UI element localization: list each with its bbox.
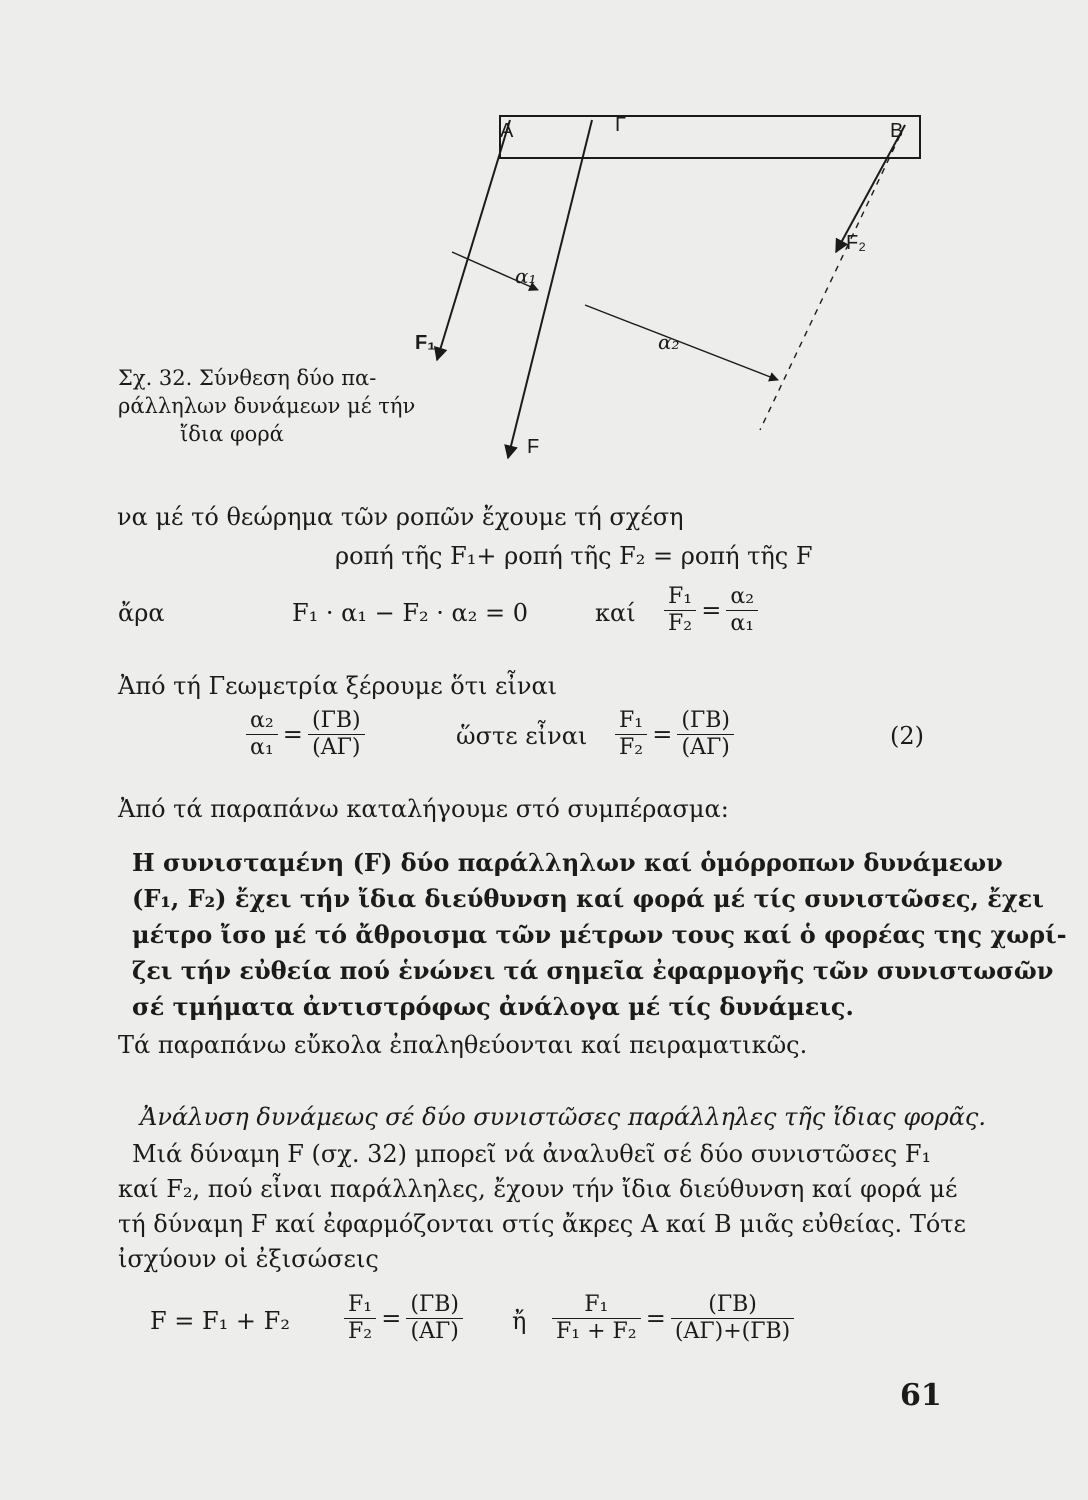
paragraph-line-1: Μιά δύναμη F (σχ. 32) μπορεῖ νά ἀναλυθεῖ σέ δύο συνιστῶσες F₁ — [132, 1140, 932, 1168]
force-ratio: $\frac{\text{F₁}}{\text{F₂}}$ = $\frac{(\Gamma B)}{(A\Gamma)}$ — [615, 708, 734, 761]
ara-word: ἄρα — [118, 599, 165, 627]
paragraph-line-3: τή δύναμη F καί ἐφαρμόζονται στίς ἄκρες A καί B μιᾶς εὐθείας. Τότε — [118, 1210, 966, 1238]
geometry-ratio: $\frac{\text{α₂}}{\text{α₁}}$ = $\frac{(\Gamma B)}{(A\Gamma)}$ — [246, 708, 365, 761]
force-F-line — [508, 120, 592, 458]
dashed-line — [760, 125, 905, 430]
conclusion-intro: Ἀπό τά παραπάνω καταλήγουμε στό συμπέρασμα: — [118, 795, 729, 823]
rule-line-2: (F₁, F₂) ἔχει τήν ἴδια διεύθυνση καί φορά μέ τίς συνιστῶσες, ἔχει — [132, 884, 1044, 913]
kai-word: καί — [595, 599, 636, 627]
figure-caption-line2: ράλληλων δυνάμεων μέ τήν — [118, 394, 416, 418]
oste-text: ὥστε εἶναι — [456, 722, 588, 750]
section-heading: Ἀνάλυση δυνάμεως σέ δύο συνιστῶσες παράλληλες τῆς ἴδιας φορᾶς. — [140, 1103, 986, 1131]
text-line-1: να μέ τό θεώρημα τῶν ροπῶν ἔχουμε τή σχέση — [117, 503, 684, 531]
rule-line-3: μέτρο ἴσο μέ τό ἄθροισμα τῶν μέτρων τους καί ὁ φορέας της χωρί- — [132, 920, 1067, 949]
figure-caption-line3: ἴδια φορά — [180, 422, 284, 446]
rule-line-4: ζει τήν εὐθεία πού ἑνώνει τά σημεῖα ἐφαρμογῆς τῶν συνιστωσῶν — [132, 956, 1054, 985]
label-F: F — [527, 436, 540, 458]
label-a2: α₂ — [658, 330, 680, 354]
experiment-line: Τά παραπάνω εὔκολα ἐπαληθεύονται καί πειραματικῶς. — [118, 1031, 808, 1059]
ratio-equation-1: $\frac{\text{F₁}}{\text{F₂}}$ = $\frac{\text{α₂}}{\text{α₁}}$ — [664, 584, 758, 637]
label-A: A — [500, 120, 514, 142]
label-F1: F₁ — [415, 332, 436, 354]
bar-AB — [500, 116, 920, 158]
lever-arm-a2 — [585, 305, 778, 380]
geometry-line: Ἀπό τή Γεωμετρία ξέρουμε ὅτι εἶναι — [118, 672, 558, 700]
or-word: ἤ — [512, 1307, 527, 1335]
force-F1-line — [437, 120, 510, 360]
label-B: B — [890, 120, 904, 142]
label-G: Γ — [615, 114, 627, 136]
rule-line-1: Η συνισταμένη (F) δύο παράλληλων καί ὁμόρροπων δυνάμεων — [132, 848, 1003, 877]
paragraph-line-2: καί F₂, πού εἶναι παράλληλες, ἔχουν τήν ἴδια διεύθυνση καί φορά μέ — [118, 1175, 958, 1203]
final-ratio-2: $\frac{\text{F₁}}{\text{F₁ + F₂}}$ = $\frac{(\Gamma B)}{(A\Gamma)+(\Gamma B)}$ — [552, 1292, 794, 1345]
equation-1: F₁ · α₁ − F₂ · α₂ = 0 — [292, 599, 528, 627]
page-number: 61 — [900, 1378, 942, 1413]
equation-number: (2) — [890, 722, 924, 750]
label-a1: α₁ — [515, 264, 537, 288]
final-ratio-1: $\frac{\text{F₁}}{\text{F₂}}$ = $\frac{(\Gamma B)}{(A\Gamma)}$ — [344, 1292, 463, 1345]
rule-line-5: σέ τμήματα ἀντιστρόφως ἀνάλογα μέ τίς δυνάμεις. — [132, 992, 854, 1021]
figure-caption-line1: Σχ. 32. Σύνθεση δύο πα- — [118, 366, 377, 390]
moment-equation: ροπή τῆς F₁+ ροπή τῆς F₂ = ροπή τῆς F — [335, 542, 813, 570]
label-F2: F₂ — [846, 232, 866, 254]
paragraph-line-4: ἰσχύουν οἱ ἐξισώσεις — [118, 1245, 379, 1273]
sum-equation: F = F₁ + F₂ — [150, 1307, 290, 1335]
